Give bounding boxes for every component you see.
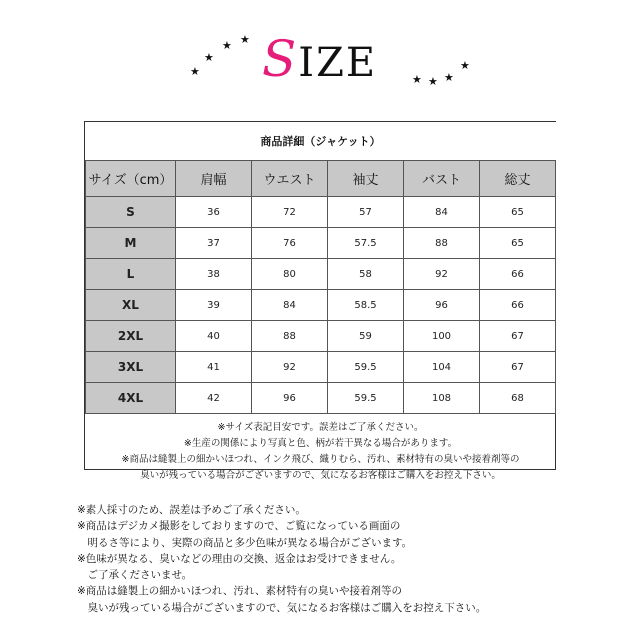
star-icon: ★ [190,65,200,78]
title-initial: S [262,30,299,88]
size-label: 2XL [86,321,176,352]
table-cell: 41 [176,352,252,383]
column-header: 肩幅 [176,161,252,197]
table-row [86,290,556,321]
bottom-note: 臭いが残っている場合がございますので、気になるお客様はご購入をお控え下さい。 [77,601,487,614]
table-row [86,259,556,290]
table-note: ※生産の関係により写真と色、柄が若干異なる場合があります。 [183,438,458,449]
table-cell: 65 [480,197,556,228]
table-notes [86,414,556,489]
size-label: 4XL [86,383,176,414]
table-cell: 100 [404,321,480,352]
header [0,0,640,100]
column-header: サイズ（cm） [86,161,176,197]
table-cell: 57 [328,197,404,228]
table-cell: 67 [480,352,556,383]
size-table [84,121,556,481]
bottom-note: ※商品はデジカメ撮影をしておりますので、ご覧になっている画面の [77,520,401,533]
bottom-notes [77,502,567,616]
table-note: ※サイズ表記目安です。誤差はご了承ください。 [217,422,424,433]
table-cell: 108 [404,383,480,414]
star-icon: ★ [428,75,438,88]
table-cell: 84 [252,290,328,321]
column-header: ウエスト [252,161,328,197]
table-cell: 92 [404,259,480,290]
table-cell: 39 [176,290,252,321]
table-cell: 92 [252,352,328,383]
bottom-note: ※色味が異なる、臭いなどの理由の交換、返金はお受けできません。 [77,552,402,565]
table-note: 臭いが残っている場合がございますので、気になるお客様はご購入をお控え下さい。 [140,470,501,481]
size-label: XL [86,290,176,321]
table-row [86,383,556,414]
star-icon: ★ [444,71,454,84]
page-title [262,30,377,90]
table-caption: 商品詳細（ジャケット） [86,122,556,161]
table-cell: 58 [328,259,404,290]
table-cell: 88 [252,321,328,352]
table-cell: 84 [404,197,480,228]
column-header: 袖丈 [328,161,404,197]
table-cell: 40 [176,321,252,352]
title-rest: IZE [298,40,378,86]
bottom-note: 明るさ等により、実際の商品と多少色味が異なる場合がございます。 [77,536,413,549]
table-note: ※商品は縫製上の細かいほつれ、インク飛び、織りむら、汚れ、素材特有の臭いや接着剤等の [121,454,520,465]
table-cell: 96 [404,290,480,321]
star-icon: ★ [460,59,470,72]
star-icon: ★ [412,73,422,86]
size-label: S [86,197,176,228]
table-cell: 38 [176,259,252,290]
column-header: バスト [404,161,480,197]
table-cell: 80 [252,259,328,290]
table-header-row [86,161,556,197]
size-label: L [86,259,176,290]
table-row [86,228,556,259]
column-header: 総丈 [480,161,556,197]
table-cell: 59.5 [328,352,404,383]
bottom-note: ※素人採寸のため、誤差は予めご了承ください。 [77,504,306,516]
table-cell: 42 [176,383,252,414]
table-cell: 72 [252,197,328,228]
table-cell: 88 [404,228,480,259]
table-cell: 59 [328,321,404,352]
table-cell: 66 [480,290,556,321]
table-cell: 67 [480,321,556,352]
star-icon: ★ [240,33,250,46]
table-row [86,321,556,352]
bottom-note: ※商品は縫製上の細かいほつれ、汚れ、素材特有の臭いや接着剤等の [77,585,403,598]
table-cell: 58.5 [328,290,404,321]
table-row [86,352,556,383]
table-cell: 66 [480,259,556,290]
table-cell: 57.5 [328,228,404,259]
star-icon: ★ [204,51,214,64]
table-cell: 76 [252,228,328,259]
table-cell: 37 [176,228,252,259]
size-label: 3XL [86,352,176,383]
table-cell: 59.5 [328,383,404,414]
table-cell: 104 [404,352,480,383]
size-table-grid [85,122,556,488]
size-label: M [86,228,176,259]
table-cell: 68 [480,383,556,414]
star-icon: ★ [222,39,232,52]
table-cell: 96 [252,383,328,414]
table-cell: 65 [480,228,556,259]
bottom-note: ご了承くださいませ。 [77,569,193,582]
table-cell: 36 [176,197,252,228]
table-row [86,197,556,228]
